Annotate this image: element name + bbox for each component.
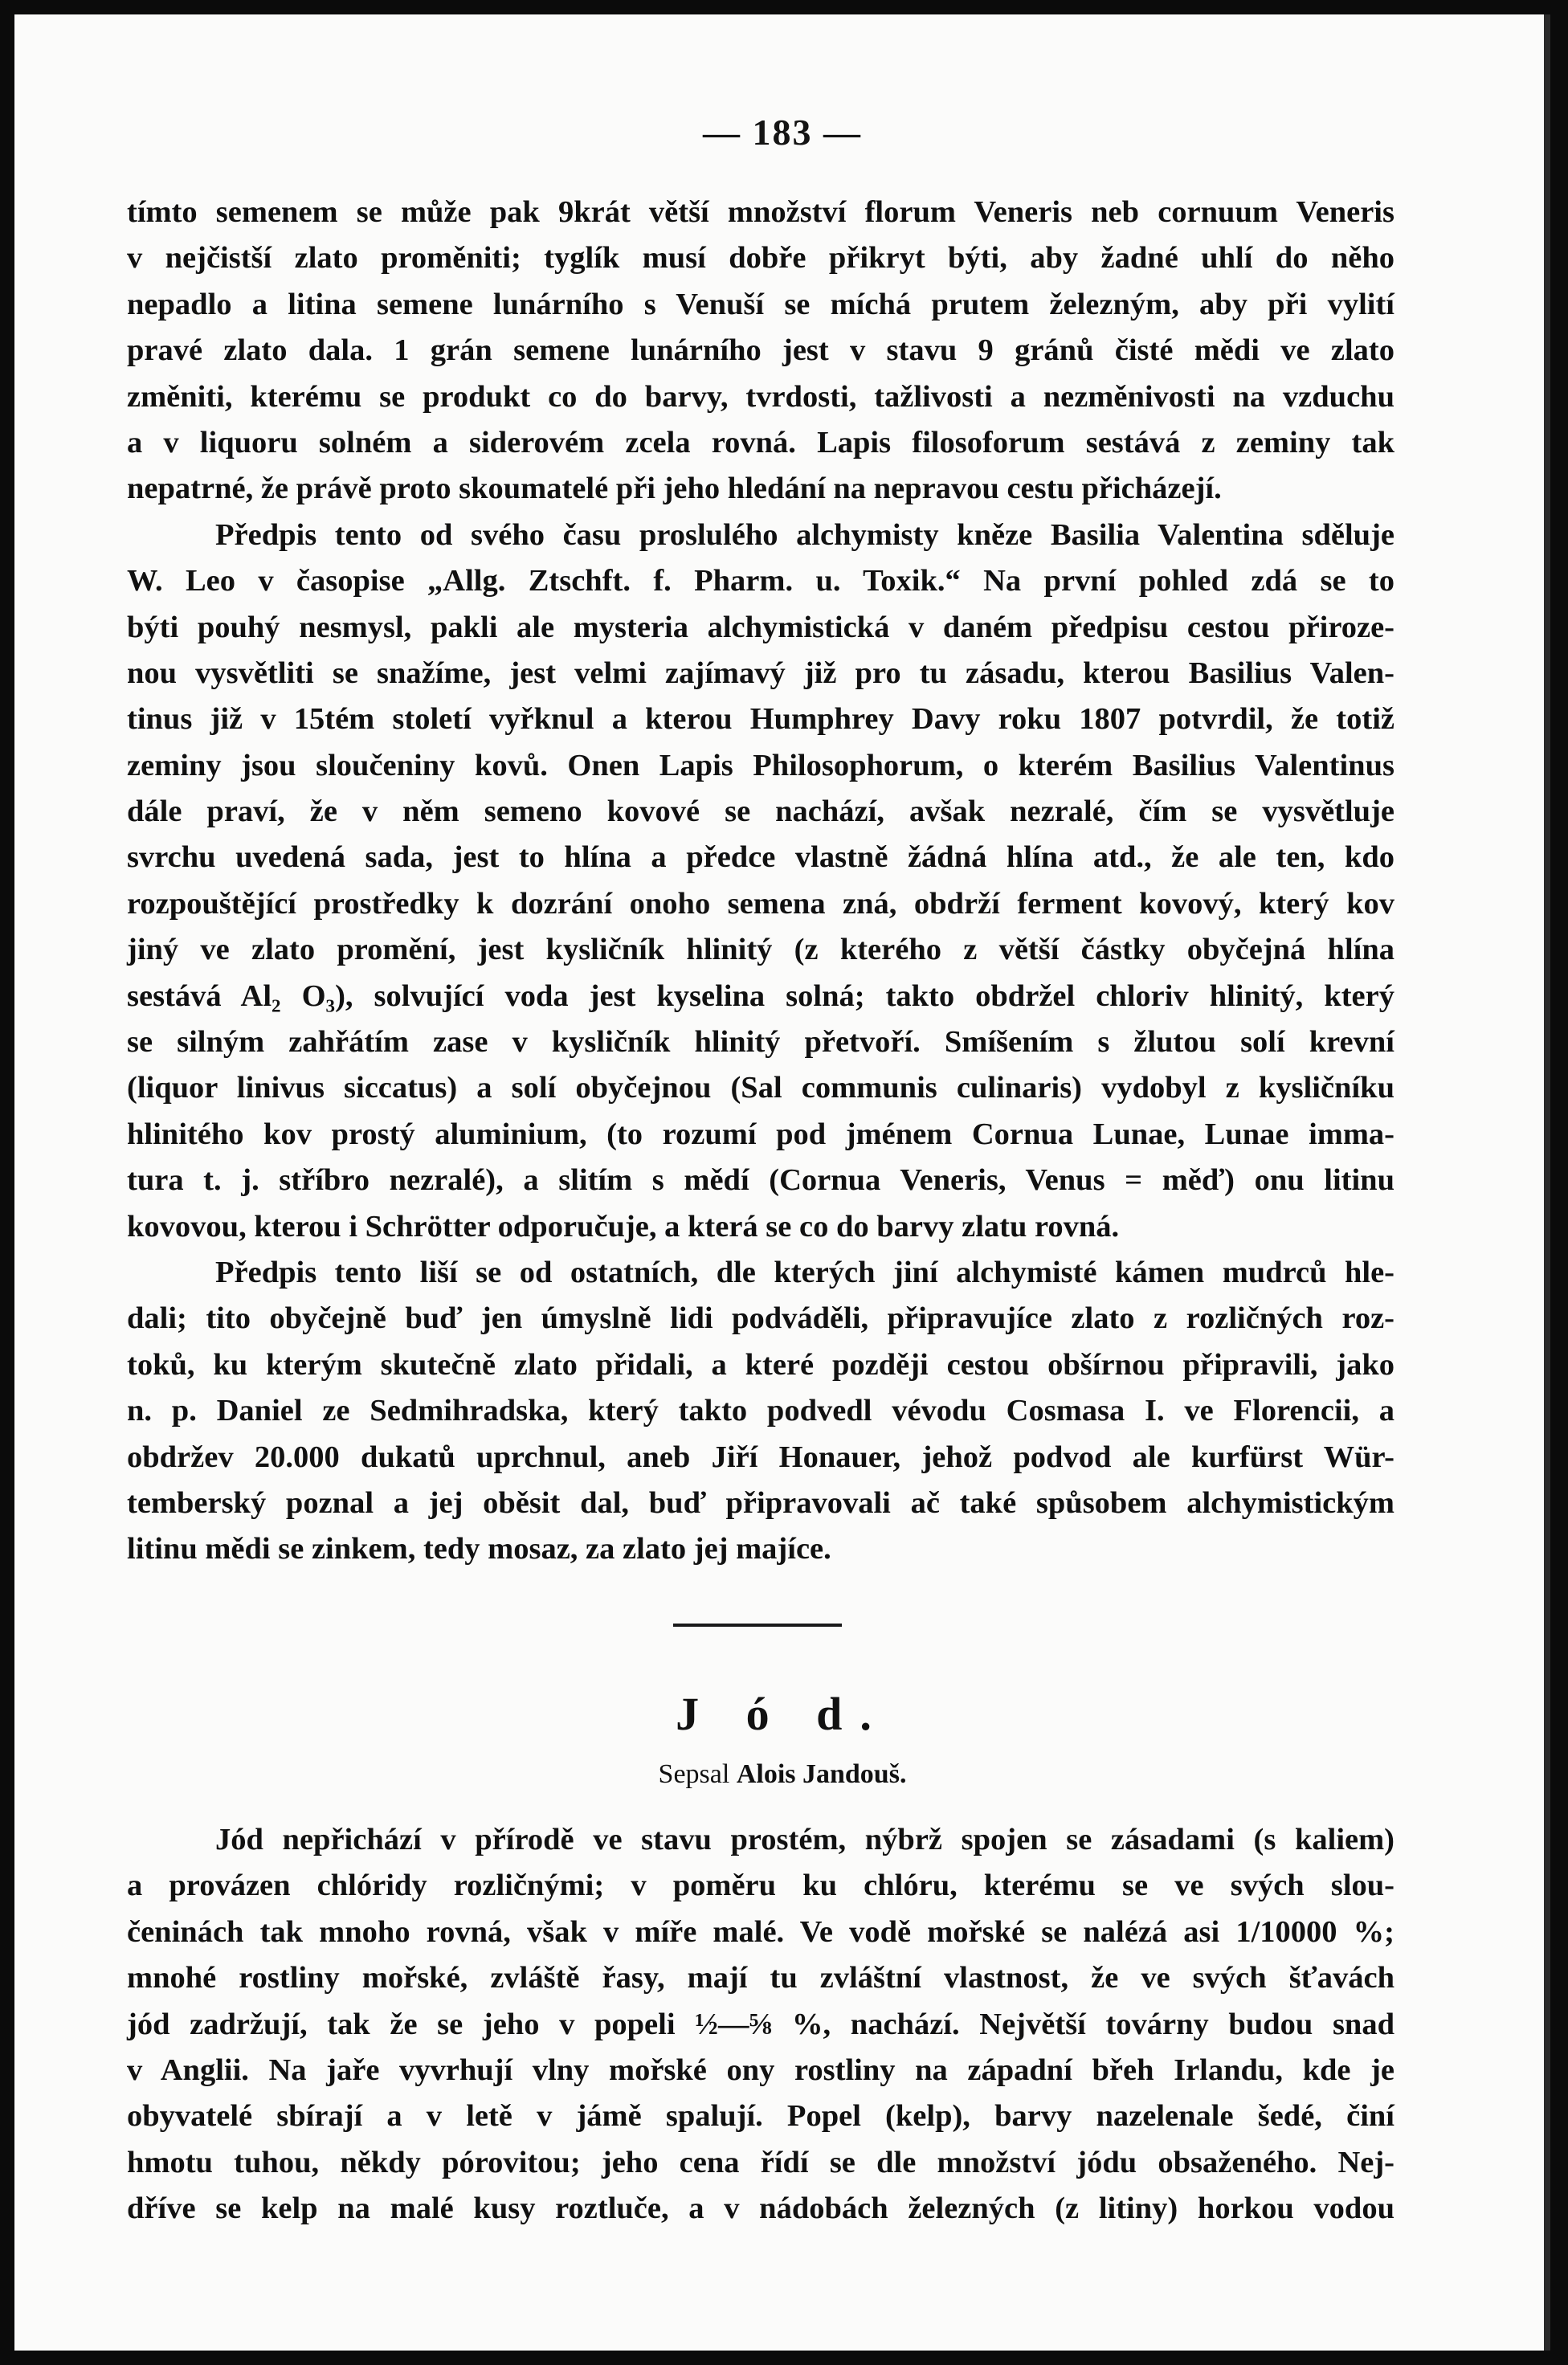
text-line: obyvatelé sbírají a v letě v jámě spalují. Popel (kelp), barvy nazelenale šedé, činí <box>127 2099 1394 2134</box>
text-line: se silným zahřátím zase v kysličník hlinitý přetvoří. Smíšením s žlutou solí krevní <box>127 1025 1394 1060</box>
text-line: toků, ku kterým skutečně zlato přidali, a které později cestou obšírnou připravili, jako <box>127 1347 1394 1382</box>
text-line: pravé zlato dala. 1 grán semene lunárního jest v stavu 9 gránů čisté mědi ve zlato <box>127 333 1394 368</box>
text-line: n. p. Daniel ze Sedmihradska, který takto podvedl vévodu Cosmasa I. ve Florencii, a <box>127 1394 1394 1428</box>
text-line: tímto semenem se může pak 9krát větší množství florum Veneris neb cornuum Veneris <box>127 195 1394 229</box>
text-line: v Anglii. Na jaře vyvrhují vlny mořské ony rostliny na západní břeh Irlandu, kde je <box>127 2053 1394 2087</box>
page-number: — 183 — <box>703 112 862 153</box>
text-line: změniti, kterému se produkt co do barvy, tvrdosti, tažlivosti a nezměnivosti na vzduchu <box>127 379 1394 414</box>
text-line: mnohé rostliny mořské, zvláště řasy, mají tu zvláštní vlastnost, že ve svých šťavách <box>127 1961 1394 1995</box>
page <box>14 14 1550 2351</box>
text-line: tinus již v 15tém století vyřknul a kterou Humphrey Davy roku 1807 potvrdil, že totiž <box>127 702 1394 737</box>
text-line: dříve se kelp na malé kusy roztluče, a v nádobách železných (z litiny) horkou vodou <box>127 2191 1394 2226</box>
text-line: jód zadržují, tak že se jeho v popeli ½—⅝ %, nachází. Největší továrny budou snad <box>127 2007 1394 2041</box>
text-line: obdržev 20.000 dukatů uprchnul, aneb Jiří Honauer, jehož podvod ale kurfürst Wür- <box>127 1440 1394 1474</box>
text-line: Jód nepřichází v přírodě ve stavu prostém, nýbrž spojen se zásadami (s kaliem) <box>215 1823 1394 1856</box>
text-line: sestává Al₂ O₃), solvující voda jest kyselina solná; takto obdržel chloriv hlinitý, který <box>127 978 1394 1013</box>
text-line: tura t. j. stříbro nezralé), a slitím s mědí (Cornua Veneris, Venus = měď) onu litinu <box>127 1163 1394 1198</box>
article-body-second <box>127 1817 1394 2232</box>
text-line: dále praví, že v něm semeno kovové se nachází, avšak nezralé, čím se vysvětluje <box>127 794 1394 829</box>
text-line: rozpouštějící prostředky k dozrání onoho semena zná, obdrží ferment kovový, který kov <box>127 886 1394 921</box>
text-line: nepadlo a litina semene lunárního s Venuší se míchá prutem železným, aby při vylití <box>127 287 1394 321</box>
text-line: kovovou, kterou i Schrötter odporučuje, a která se co do barvy zlatu rovná. <box>127 1209 1120 1244</box>
text-line: a v liquoru solném a siderovém zcela rovná. Lapis filosoforum sestává z zeminy tak <box>127 425 1394 460</box>
author-byline <box>14 1759 1550 1790</box>
text-line: litinu mědi se zinkem, tedy mosaz, za zlato jej majíce. <box>127 1532 831 1566</box>
text-line: svrchu uvedená sada, jest to hlína a předce vlastně žádná hlína atd., že ale ten, kdo <box>127 840 1394 875</box>
text-line: a provázen chlóridy rozličnými; v poměru ku chlóru, kterému se ve svých slou- <box>127 1869 1394 1903</box>
text-line: W. Leo v časopise „Allg. Ztschft. f. Pharm. u. Toxik.“ Na první pohled zdá se to <box>127 564 1394 598</box>
text-line: dali; tito obyčejně buď jen úmyslně lidi podváděli, připravujíce zlato z rozličných roz- <box>127 1301 1394 1336</box>
section-heading: J ó d. <box>676 1688 889 1740</box>
byline-prefix: Sepsal <box>658 1759 730 1789</box>
text-line: jiný ve zlato promění, jest kysličník hlinitý (z kterého z větší částky obyčejná hlína <box>127 933 1394 967</box>
section-divider <box>673 1624 842 1627</box>
byline-author: Alois Jandouš. <box>736 1759 907 1789</box>
text-line: nepatrné, že právě proto skoumatelé při jeho hledání na nepravou cestu přicházejí. <box>127 472 1222 506</box>
text-line: Předpis tento od svého času proslulého alchymisty kněze Basilia Valentina sděluje <box>215 517 1394 552</box>
text-line: nou vysvětliti se snažíme, jest velmi zajímavý již pro tu zásadu, kterou Basilius Valen- <box>127 656 1394 690</box>
text-line: hmotu tuhou, někdy pórovitou; jeho cena řídí se dle množství jódu obsaženého. Nej- <box>127 2145 1394 2179</box>
text-line: (liquor linivus siccatus) a solí obyčejnou (Sal communis culinaris) vydobyl z kysličníku <box>127 1071 1394 1105</box>
text-line: temberský poznal a jej oběsit dal, buď připravovali ač také spůsobem alchymistickým <box>127 1485 1394 1520</box>
article-body-first <box>127 190 1394 1573</box>
text-line: zeminy jsou sloučeniny kovů. Onen Lapis Philosophorum, o kterém Basilius Valentinus <box>127 748 1394 782</box>
text-line: v nejčistší zlato proměniti; tyglík musí dobře přikryt býti, aby žadné uhlí do něho <box>127 241 1394 276</box>
text-line: čeninách tak mnoho rovná, však v míře malé. Ve vodě mořské se nalézá asi 1/10000 %; <box>127 1914 1394 1949</box>
text-line: býti pouhý nesmysl, pakli ale mysteria alchymistická v daném předpisu cestou přiroze- <box>127 610 1394 644</box>
text-line: Předpis tento liší se od ostatních, dle kterých jiní alchymisté kámen mudrců hle- <box>215 1255 1394 1289</box>
text-line: hlinitého kov prostý aluminium, (to rozumí pod jménem Cornua Lunae, Lunae imma- <box>127 1117 1394 1151</box>
